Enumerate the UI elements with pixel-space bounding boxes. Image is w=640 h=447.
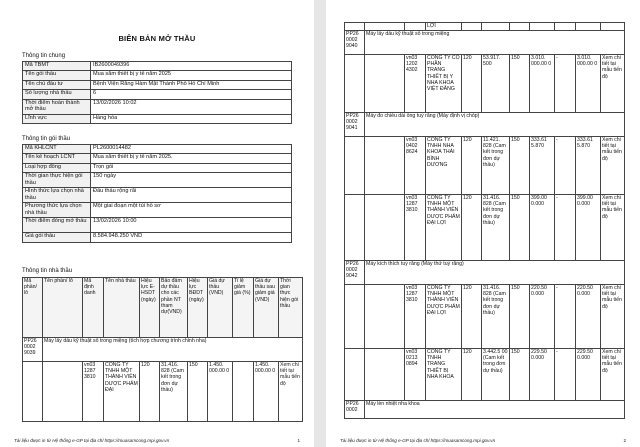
package-info-table (22, 144, 292, 243)
page-number: 2 (623, 438, 626, 443)
bid-validity: 120 (462, 137, 482, 195)
table-row (23, 80, 292, 89)
contractor-name: CÔNG TY TNHH MỘT THÀNH VIÊN DƯỢC PHẨM ĐẠI (104, 362, 140, 422)
row-value: Mua sắm thiết bị y tế năm 2025 (91, 71, 292, 80)
bid-validity: 120 (462, 285, 482, 349)
contractor-name: CÔNG TY TNHH TRANG THIẾT BỊ NHA KHOA (426, 349, 462, 401)
table-header-row (23, 278, 303, 338)
package-info-heading: Thông tin gói thầu (22, 136, 71, 142)
column-header: Thời gian thực hiện gói thầu (279, 278, 303, 338)
bid-validity: 120 (140, 362, 160, 422)
contractors-table-continued (344, 22, 625, 419)
row-value: 6 (91, 90, 292, 99)
contractor-id: vn03 1202 4302 (405, 55, 426, 113)
row-label: Phương thức lựa chọn nhà thầu (23, 203, 91, 218)
contractors-heading: Thông tin nhà thầu (22, 268, 73, 274)
table-row (23, 114, 292, 123)
bid-guarantee: 11.421. 828 (Cam kết trong đơn dự thầu) (482, 137, 510, 195)
page-number: 1 (297, 438, 300, 443)
lot-code: PP26 0002 9040 (345, 31, 365, 55)
contractor-name: CÔNG TY TNHH NHA KHOA THÁI BÌNH DƯƠNG (426, 137, 462, 195)
schedule-link[interactable]: Xem chi tiết tại mẫu tiến độ (601, 137, 625, 195)
table-row (345, 195, 625, 261)
row-label: Thời điểm đóng mở thầu (23, 218, 91, 233)
discount-rate: - (555, 55, 576, 113)
bid-guarantee: 31.416. 828 (Cam kết trong đơn dự thầu) (482, 195, 510, 261)
contractor-name: CÔNG TY CỔ PHẦN TRANG THIẾT BỊ Y NHA KHOA VIỆT ĐĂNG (426, 55, 462, 113)
schedule-link[interactable]: Xem chi tiết tại mẫu tiến độ (601, 285, 625, 349)
row-label: Mã TBMT (23, 62, 91, 71)
price-after-discount: 1.450. 000.00 0 (254, 362, 279, 422)
row-label: Tên kế hoạch LCNT (23, 154, 91, 163)
row-value: 13/02/2026 10:00 (91, 218, 292, 233)
column-header: Mã định danh (83, 278, 104, 338)
lot-name: Máy lấy dấu kỹ thuật số trong miệng (365, 31, 625, 55)
contractor-name: CÔNG TY TNHH MỘT THÀNH VIÊN DƯỢC PHẨM ĐẠI LỢI (426, 285, 462, 349)
schedule-link[interactable]: Xem chi tiết tại mẫu tiến độ (279, 362, 303, 422)
bid-price: 229.50 0.000 (530, 349, 555, 401)
table-row (23, 233, 292, 242)
row-value: Đấu thầu rộng rãi (91, 188, 292, 203)
lot-code: PP26 0002 9042 (345, 261, 365, 285)
row-label: Tên chủ đầu tư (23, 80, 91, 89)
continued-text: LỢI (426, 23, 462, 31)
bid-price: 220.50 0.000 (530, 285, 555, 349)
contractor-id: vn03 1287 3810 (405, 195, 426, 261)
bid-guarantee: 31.416. 828 (Cam kết trong đơn dự thầu) (482, 285, 510, 349)
column-header: Bảo đảm dự thầu cho các phần NT tham dự(VND) (160, 278, 188, 338)
bid-guarantee: 3.442.5 00 (Cam kết trong đơn dự thầu) (482, 349, 510, 401)
bid-validity: 120 (462, 349, 482, 401)
row-label: Giá gói thầu (23, 233, 91, 242)
price-after-discount: 333.61 5.870 (576, 137, 601, 195)
price-after-discount: 220.50 0.000 (576, 285, 601, 349)
lot-row (345, 261, 625, 285)
row-label: Hình thức lựa chọn nhà thầu (23, 188, 91, 203)
table-row (345, 137, 625, 195)
general-info-heading: Thông tin chung (22, 53, 66, 59)
column-header: Mã phần/ lô (23, 278, 43, 338)
table-row (23, 154, 292, 163)
table-row (23, 203, 292, 218)
bid-price: 1.450. 000.00 0 (208, 362, 233, 422)
contractor-id: vn03 0402 8624 (405, 137, 426, 195)
guarantee-validity: 150 (510, 285, 530, 349)
guarantee-validity: 150 (510, 195, 530, 261)
document-page-2 (326, 0, 640, 447)
row-value: 8.584.948.250 VND (91, 233, 292, 242)
lot-code: PP26 0002 9039 (23, 338, 43, 362)
column-header: Giá dự thầu (VND) (208, 278, 233, 338)
discount-rate: - (555, 349, 576, 401)
table-row (23, 218, 292, 233)
column-header: Tên nhà thầu (104, 278, 140, 338)
contractor-id: vn03 1287 3810 (405, 285, 426, 349)
schedule-link[interactable]: Xem chi tiết tại mẫu tiến độ (601, 55, 625, 113)
lot-name: Máy đo chiều dài ống tuỷ răng (Máy định vị chóp) (365, 113, 625, 137)
lot-row (345, 31, 625, 55)
lot-name: Máy kích thích tuỷ răng (Máy thử tuỷ răng) (365, 261, 625, 285)
contractor-id: vn03 1287 3810 (83, 362, 104, 422)
row-label: Tên gói thầu (23, 71, 91, 80)
row-value: 150 ngày (91, 173, 292, 188)
price-after-discount: 3.010. 000.00 0 (576, 55, 601, 113)
bid-validity: 120 (462, 55, 482, 113)
lot-code: PP26 0002 (345, 401, 365, 419)
row-value: 13/02/2026 10:02 (91, 99, 292, 114)
document-page-1 (0, 0, 314, 447)
row-label: Số lượng nhà thầu (23, 90, 91, 99)
row-label: Mã KHLCNT (23, 145, 91, 154)
row-value: Hàng hóa (91, 114, 292, 123)
column-header: Hiệu lực BĐDT (ngày) (188, 278, 208, 338)
document-title: BIÊN BẢN MỞ THẦU (118, 34, 196, 43)
row-label: Thời gian thực hiện gói thầu (23, 173, 91, 188)
table-row (345, 23, 625, 31)
schedule-link[interactable]: Xem chi tiết tại mẫu tiến độ (601, 349, 625, 401)
general-info-table (22, 61, 292, 124)
lot-row (345, 113, 625, 137)
page-footer (14, 438, 300, 443)
guarantee-validity: 150 (510, 349, 530, 401)
lot-code: PP26 0002 9041 (345, 113, 365, 137)
column-header: Tỉ lệ giảm giá (%) (233, 278, 254, 338)
row-label: Thời điểm hoàn thành mở thầu (23, 99, 91, 114)
discount-rate: - (555, 285, 576, 349)
row-label: Loại hợp đồng (23, 163, 91, 172)
contractors-table (22, 277, 303, 422)
discount-rate: - (555, 137, 576, 195)
guarantee-validity: 150 (510, 137, 530, 195)
column-header: Hiệu lực E-HSDT (ngày) (140, 278, 160, 338)
column-header: Tên phần/ lô (43, 278, 83, 338)
table-row (345, 285, 625, 349)
bid-guarantee: 31.416. 828 (Cam kết trong đơn dự thầu) (160, 362, 188, 422)
lot-row (23, 338, 303, 362)
contractor-id: vn03 0213 0894 (405, 349, 426, 401)
contractor-name: CÔNG TY TNHH MỘT THÀNH VIÊN DƯỢC PHẨM ĐẠI LỢI (426, 195, 462, 261)
price-after-discount: 229.50 0.000 (576, 349, 601, 401)
lot-row (345, 401, 625, 419)
lot-name: Máy lấy dấu kỹ thuật số trong miệng (tích hợp chương trình chỉnh nha) (43, 338, 303, 362)
table-row (23, 71, 292, 80)
page-footer (340, 438, 626, 443)
footer-text: Tài liệu được in từ Hệ thống e-GP tại địa chỉ https://muasamcong.mpi.gov.vn (340, 438, 496, 443)
bid-price: 333.61 5.870 (530, 137, 555, 195)
bid-validity: 120 (462, 195, 482, 261)
lot-name: Máy lèn nhiệt nha khoa (365, 401, 625, 419)
footer-text: Tài liệu được in từ Hệ thống e-GP tại địa chỉ https://muasamcong.mpi.gov.vn (14, 438, 170, 443)
discount-rate: - (555, 195, 576, 261)
row-value: PL2600014482 (91, 145, 292, 154)
table-row (23, 62, 292, 71)
row-value: IB2600049396 (91, 62, 292, 71)
row-value: Một giai đoạn một túi hồ sơ (91, 203, 292, 218)
table-row (23, 99, 292, 114)
discount-rate (233, 362, 254, 422)
column-header: Giá dự thầu sau giảm giá (VND) (254, 278, 279, 338)
bid-guarantee: 53.917. 500 (482, 55, 510, 113)
row-value: Mua sắm thiết bị y tế năm 2025. (91, 154, 292, 163)
table-row (23, 362, 303, 422)
schedule-link[interactable]: Xem chi tiết tại mẫu tiến độ (601, 195, 625, 261)
table-row (23, 188, 292, 203)
table-row (23, 90, 292, 99)
table-row (345, 349, 625, 401)
bid-price: 3.010. 000.00 0 (530, 55, 555, 113)
table-row (23, 173, 292, 188)
row-value: Trọn gói (91, 163, 292, 172)
bid-price: 399.00 0.000 (530, 195, 555, 261)
row-label: Lĩnh vực (23, 114, 91, 123)
price-after-discount: 399.00 0.000 (576, 195, 601, 261)
table-row (23, 163, 292, 172)
table-row (23, 145, 292, 154)
guarantee-validity: 150 (188, 362, 208, 422)
row-value: Bệnh Viện Răng Hàm Mặt Thành Phố Hồ Chí Minh (91, 80, 292, 89)
table-row (345, 55, 625, 113)
guarantee-validity: 150 (510, 55, 530, 113)
